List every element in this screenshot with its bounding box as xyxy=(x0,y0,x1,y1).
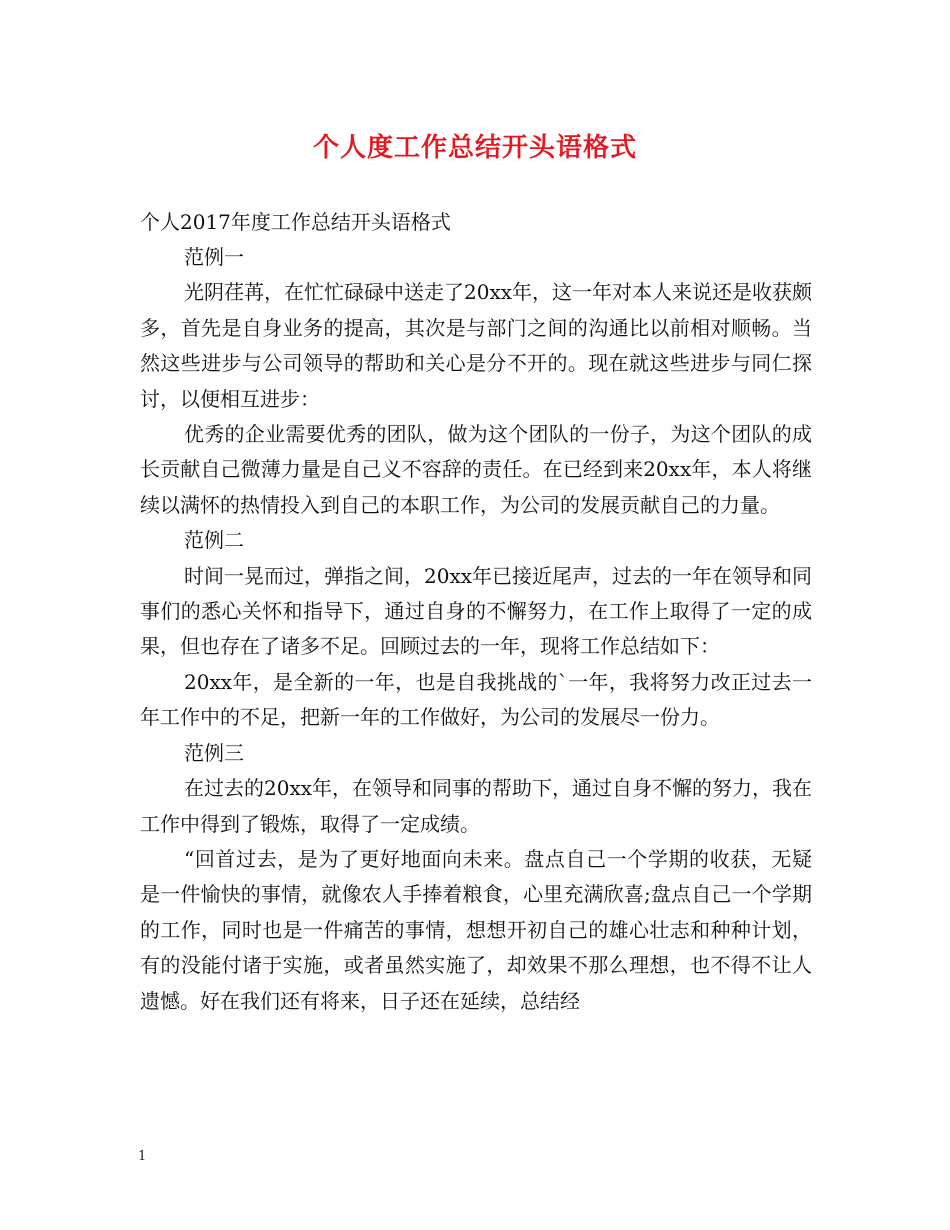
page-number: 1 xyxy=(138,1149,147,1164)
paragraph: 20xx年，是全新的一年，也是自我挑战的`一年，我将努力改正过去一年工作中的不足，把新一年的工作做好，为公司的发展尽一份力。 xyxy=(140,669,812,730)
paragraph: 在过去的20xx年，在领导和同事的帮助下，通过自身不懈的努力，我在工作中得到了锻炼，取得了一定成绩。 xyxy=(140,776,813,836)
section-heading-example-3: 范例三 xyxy=(184,740,244,765)
section-heading-example-2: 范例二 xyxy=(184,528,244,553)
paragraph: 时间一晃而过，弹指之间，20xx年已接近尾声，过去的一年在领导和同事们的悉心关怀和指导下，通过自身的不懈努力，在工作上取得了一定的成果，但也存在了诸多不足。回顾过去的一年，现将工作总结如下： xyxy=(140,563,813,659)
document-body xyxy=(140,240,812,1019)
document-subtitle: 个人2017年度工作总结开头语格式 xyxy=(140,210,451,234)
paragraph: “回首过去，是为了更好地面向未来。盘点自己一个学期的收获，无疑是一件愉快的事情，就像农人手捧着粮食，心里充满欣喜;盘点自己一个学期的工作，同时也是一件痛苦的事情，想想开初自己的雄心壮志和种种计划，有的没能付诸于实施，或者虽然实施了，却效果不那么理想，也不得不让人遗憾。好在我们还有将来，日子还在延续，总结经 xyxy=(140,846,812,1013)
paragraph: 光阴荏苒，在忙忙碌碌中送走了20xx年，这一年对本人来说还是收获颇多，首先是自身业务的提高，其次是与部门之间的沟通比以前相对顺畅。当然这些进步与公司领导的帮助和关心是分不开的。现在就这些进步与同仁探讨，以便相互进步： xyxy=(140,280,813,411)
document-title: 个人度工作总结开头语格式 xyxy=(312,133,637,163)
section-heading-example-1: 范例一 xyxy=(184,245,244,269)
paragraph: 优秀的企业需要优秀的团队，做为这个团队的一份子，为这个团队的成长贡献自己微薄力量是自己义不容辞的责任。在已经到来20xx年，本人将继续以满怀的热情投入到自己的本职工作，为公司的发展贡献自己的力量。 xyxy=(140,422,812,517)
